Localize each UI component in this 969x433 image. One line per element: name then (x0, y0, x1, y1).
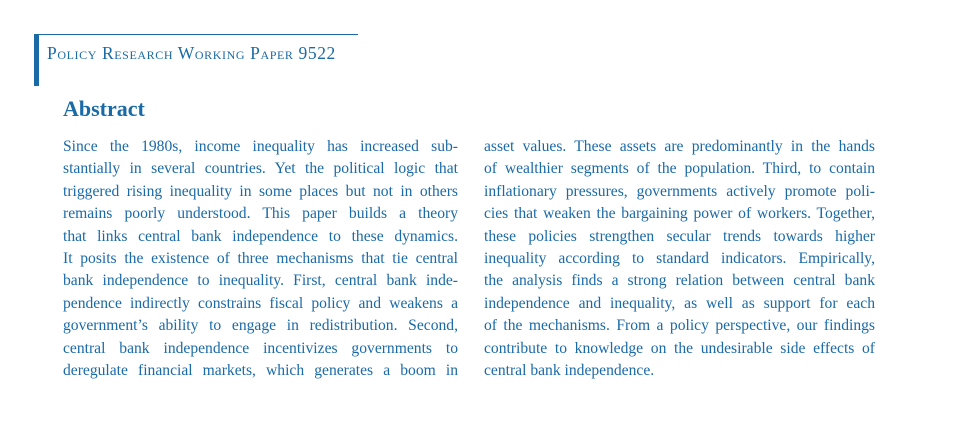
abstract-line: government’s ability to engage in redistribution. Second, (63, 317, 458, 335)
abstract-line: cies that weaken the bargaining power of workers. Together, (484, 205, 875, 223)
series-label: Policy Research Working Paper 9522 (47, 43, 336, 63)
abstract-column-right (484, 136, 875, 382)
abstract-line: inflationary pressures, governments actively promote poli- (484, 182, 875, 200)
abstract-line: of wealthier segments of the population. Third, to contain (484, 160, 875, 178)
abstract-line: central bank independence. (484, 361, 655, 379)
abstract-line: these policies strengthen secular trends towards higher (484, 227, 875, 245)
abstract-line: the analysis finds a strong relation between central bank (484, 272, 875, 290)
abstract-line: contribute to knowledge on the undesirable side effects of (484, 339, 875, 357)
abstract-column-left (63, 136, 458, 382)
series-top-rule (34, 34, 358, 35)
abstract-line: bank independence to inequality. First, central bank inde- (63, 272, 458, 290)
abstract-line: of the mechanisms. From a policy perspective, our findings (484, 317, 875, 335)
abstract-line: Since the 1980s, income inequality has increased sub- (63, 138, 458, 155)
abstract-heading: Abstract (63, 96, 145, 121)
abstract-line: triggered rising inequality in some places but not in others (63, 182, 458, 200)
abstract-line: that links central bank independence to these dynamics. (63, 227, 458, 245)
abstract-line: stantially in several countries. Yet the political logic that (63, 160, 458, 178)
abstract-line: deregulate financial markets, which generates a boom in (63, 361, 458, 379)
abstract-line: inequality according to standard indicators. Empirically, (484, 249, 875, 267)
abstract-line: independence and inequality, as well as support for each (484, 294, 875, 312)
abstract-line: asset values. These assets are predominantly in the hands (484, 138, 875, 155)
series-accent-bar (34, 34, 39, 86)
abstract-line: It posits the existence of three mechanisms that tie central (63, 249, 458, 267)
abstract-line: remains poorly understood. This paper builds a theory (63, 205, 458, 223)
abstract-line: central bank independence incentivizes governments to (63, 339, 458, 357)
abstract-line: pendence indirectly constrains fiscal policy and weakens a (63, 294, 458, 312)
